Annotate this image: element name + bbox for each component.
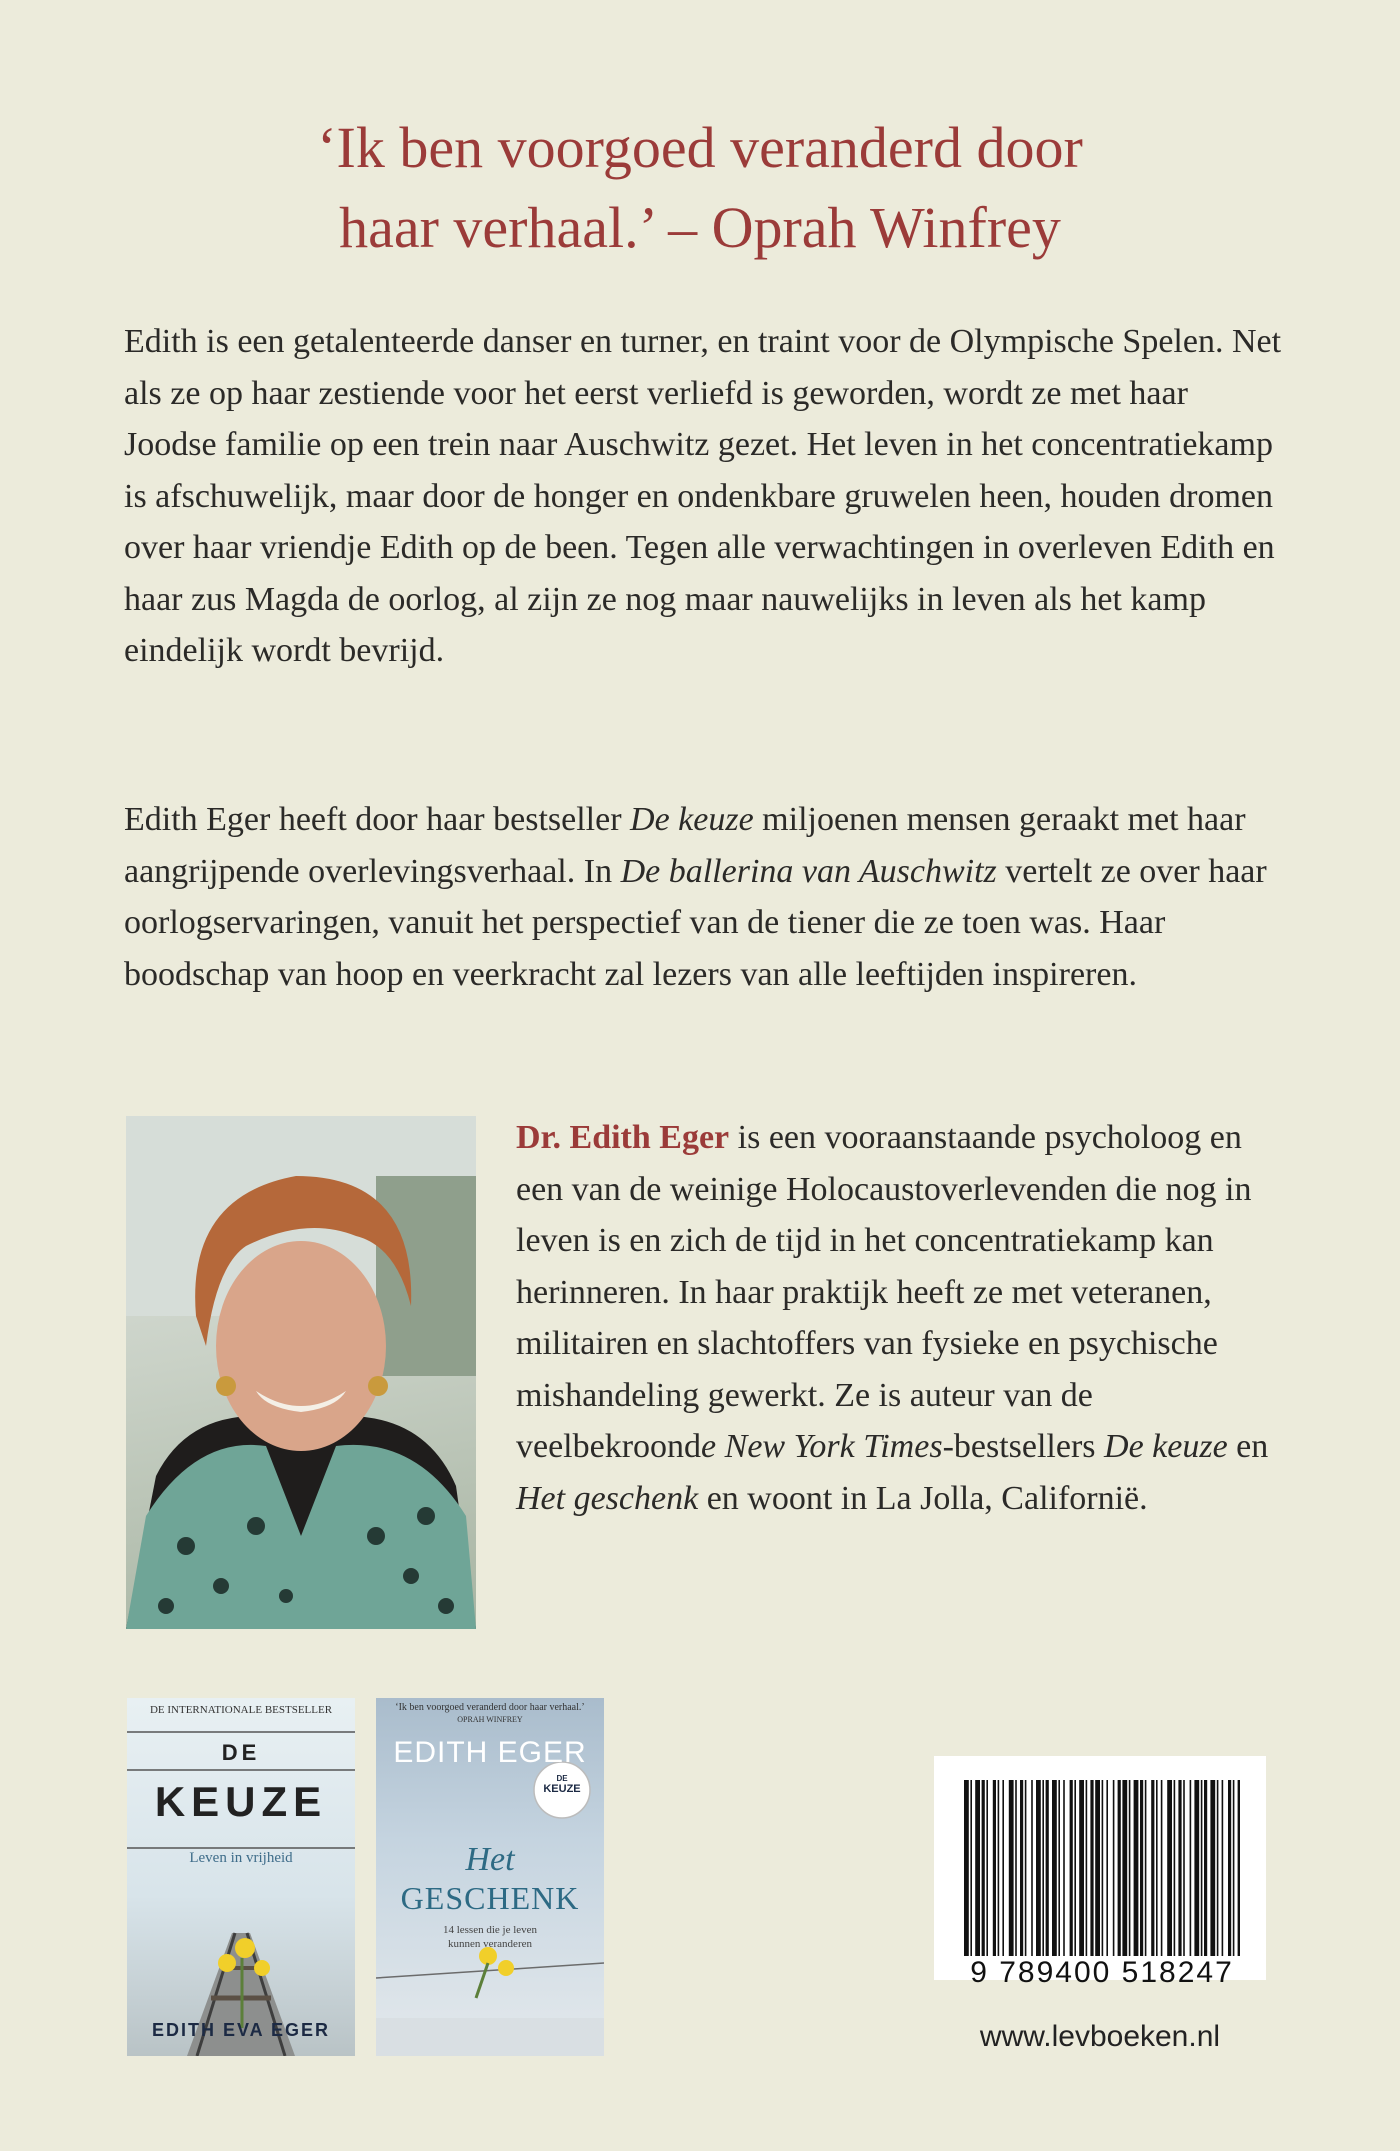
book-title-ballerina: De ballerina van Auschwitz	[620, 852, 997, 890]
barcode-bar	[1145, 1780, 1147, 1956]
barcode-bar	[1086, 1780, 1088, 1956]
cover1-title-main: KEUZE	[154, 1778, 328, 1825]
bio-part1b: e	[701, 1428, 725, 1465]
barcode-bar	[964, 1780, 969, 1956]
barcode-bar	[1025, 1780, 1027, 1956]
barcode-bar	[1102, 1780, 1104, 1956]
barcode-bar	[986, 1780, 988, 1956]
book-title-de-keuze: De keuze	[630, 801, 754, 838]
barcode-bar	[1194, 1780, 1199, 1956]
cover1-subtitle: Leven in vrijheid	[189, 1850, 293, 1866]
book-cover-de-keuze	[127, 1698, 355, 2056]
barcode-bar	[1210, 1780, 1215, 1956]
cover2-badge-main: KEUZE	[543, 1783, 581, 1795]
cover2-author: EDITH EGER	[393, 1736, 587, 1769]
barcode-bar	[1015, 1780, 1017, 1956]
cover2-quote: ‘Ik ben voorgoed veranderd door haar verhaal.’	[395, 1702, 585, 1713]
barcode-bar	[1183, 1780, 1185, 1956]
barcode-bar	[1167, 1780, 1172, 1956]
cover-quote	[150, 108, 1250, 268]
barcode-number: 9 789400 518247	[970, 1956, 1234, 1989]
barcode-bar	[1190, 1780, 1192, 1956]
author-paragraph-text	[124, 794, 1284, 1000]
barcode-bar	[1020, 1780, 1023, 1956]
cover2-badge	[534, 1766, 590, 1795]
barcode-bar	[1009, 1780, 1014, 1956]
barcode-bar	[993, 1780, 996, 1956]
cover2-title-line2: GESCHENK	[400, 1880, 580, 1916]
barcode-bar	[1070, 1780, 1073, 1956]
barcode-bar	[1031, 1780, 1033, 1956]
cover2-quote-by: OPRAH WINFREY	[457, 1715, 523, 1724]
p2-part2: miljoenen mensen geraakt met haar aangrijpende overlevingsverhaal. In	[124, 801, 1246, 890]
barcode-bar	[1074, 1780, 1076, 1956]
bio-part2: -bestsellers	[942, 1428, 1105, 1465]
cover1-tagline: DE INTERNATIONALE BESTSELLER	[149, 1704, 333, 1716]
author-portrait-illustration	[126, 1116, 476, 1629]
quote-line-1: ‘Ik ben voorgoed veranderd door	[317, 115, 1083, 180]
bio-part1: is een vooraanstaande psycholoog en een van de weinige Holocaustoverlevenden die nog in leven is en zich de tijd in het concentratiekamp kan herinneren. In haar praktijk heeft ze met veteranen, militairen en slachtoffers van fysieke en psychische mishandeling gewerkt. Ze is auteur van de veelbekroond	[516, 1119, 1252, 1465]
barcode	[934, 1756, 1266, 1989]
author-photo	[126, 1116, 476, 1629]
barcode-bar	[1095, 1780, 1100, 1956]
quote-line-2: haar verhaal.’ – Oprah Winfrey	[339, 195, 1061, 260]
barcode-bar	[1122, 1780, 1127, 1956]
barcode-bar	[1052, 1780, 1057, 1956]
cover1-title-top: DE	[221, 1740, 261, 1765]
barcode-bar	[970, 1780, 972, 1956]
summary-text: Edith is een getalenteerde danser en turner, en traint voor de Olympische Spelen. Net als ze op haar zestiende voor het eerst verliefd is geworden, wordt ze met haar Joodse familie op een trein naar Auschwitz gezet. Het leven in het concentratiekamp is afschuwelijk, maar door de honger en ondenkbare gruwelen heen, houden dromen over haar vriendje Edith op de been. Tegen alle verwachtingen in overleven Edith en haar zus Magda de oorlog, al zijn ze nog maar nauwelijks in leven als het kamp eindelijk wordt bevrijd.	[124, 323, 1282, 669]
barcode-bar	[1002, 1780, 1004, 1956]
cover2-title-line1: Het	[465, 1841, 515, 1878]
cover1-author: EDITH EVA EGER	[151, 2020, 331, 2040]
p2-part1: Edith Eger heeft door haar bestseller	[124, 801, 631, 838]
barcode-bar	[1140, 1780, 1143, 1956]
author-bio	[516, 1112, 1296, 1524]
book-cover-het-geschenk	[376, 1698, 604, 2056]
nyt-title: New York Times	[724, 1428, 943, 1465]
barcode-bar	[1161, 1780, 1163, 1956]
barcode-bar	[1201, 1780, 1203, 1956]
cover2-subtitle-line1: 14 lessen die je leven	[442, 1924, 538, 1936]
barcode-bar	[1036, 1780, 1041, 1956]
publisher-website: www.levboeken.nl	[979, 2020, 1221, 2053]
barcode-bar	[1228, 1780, 1231, 1956]
barcode-bar	[1046, 1780, 1049, 1956]
bio-part4: en woont in La Jolla, Californië.	[698, 1479, 1148, 1517]
p2-part3: vertelt ze over haar oorlogservaringen, vanuit het perspectief van de tiener die ze toen was. Haar boodschap van hoop en veerkracht zal lezers van alle leeftijden inspireren.	[124, 852, 1267, 993]
barcode-bar	[1151, 1780, 1154, 1956]
barcode-bars	[964, 1780, 1240, 1956]
barcode-bar	[1058, 1780, 1060, 1956]
cover2-subtitle-line2: kunnen veranderen	[448, 1938, 532, 1950]
barcode-bar	[1079, 1780, 1084, 1956]
barcode-bar	[1090, 1780, 1093, 1956]
barcode-bar	[1106, 1780, 1108, 1956]
summary-paragraph	[124, 316, 1284, 677]
bio-part3: en	[1227, 1428, 1269, 1465]
barcode-bar	[1174, 1780, 1176, 1956]
barcode-bar	[1113, 1780, 1115, 1956]
barcode-bar	[1233, 1780, 1235, 1956]
barcode-bar	[1134, 1780, 1139, 1956]
cover2-badge-top: DE	[556, 1774, 568, 1783]
barcode-bar	[1238, 1780, 1240, 1956]
book-de-keuze: De keuze	[1104, 1428, 1228, 1465]
barcode-bar	[1156, 1780, 1158, 1956]
barcode-bar	[1222, 1780, 1224, 1956]
barcode-bar	[1042, 1780, 1044, 1956]
author-paragraph	[124, 794, 1284, 1000]
barcode-bar	[998, 1780, 1000, 1956]
barcode-bar	[1204, 1780, 1207, 1956]
barcode-bar	[1118, 1780, 1121, 1956]
barcode-bar	[1217, 1780, 1219, 1956]
barcode-bar	[1178, 1780, 1181, 1956]
author-name: Dr. Edith Eger	[516, 1119, 730, 1156]
barcode-bar	[1063, 1780, 1065, 1956]
book-het-geschenk: Het geschenk	[516, 1479, 699, 1517]
barcode-bar	[1129, 1780, 1131, 1956]
barcode-bar	[982, 1780, 985, 1956]
barcode-bar	[975, 1780, 980, 1956]
